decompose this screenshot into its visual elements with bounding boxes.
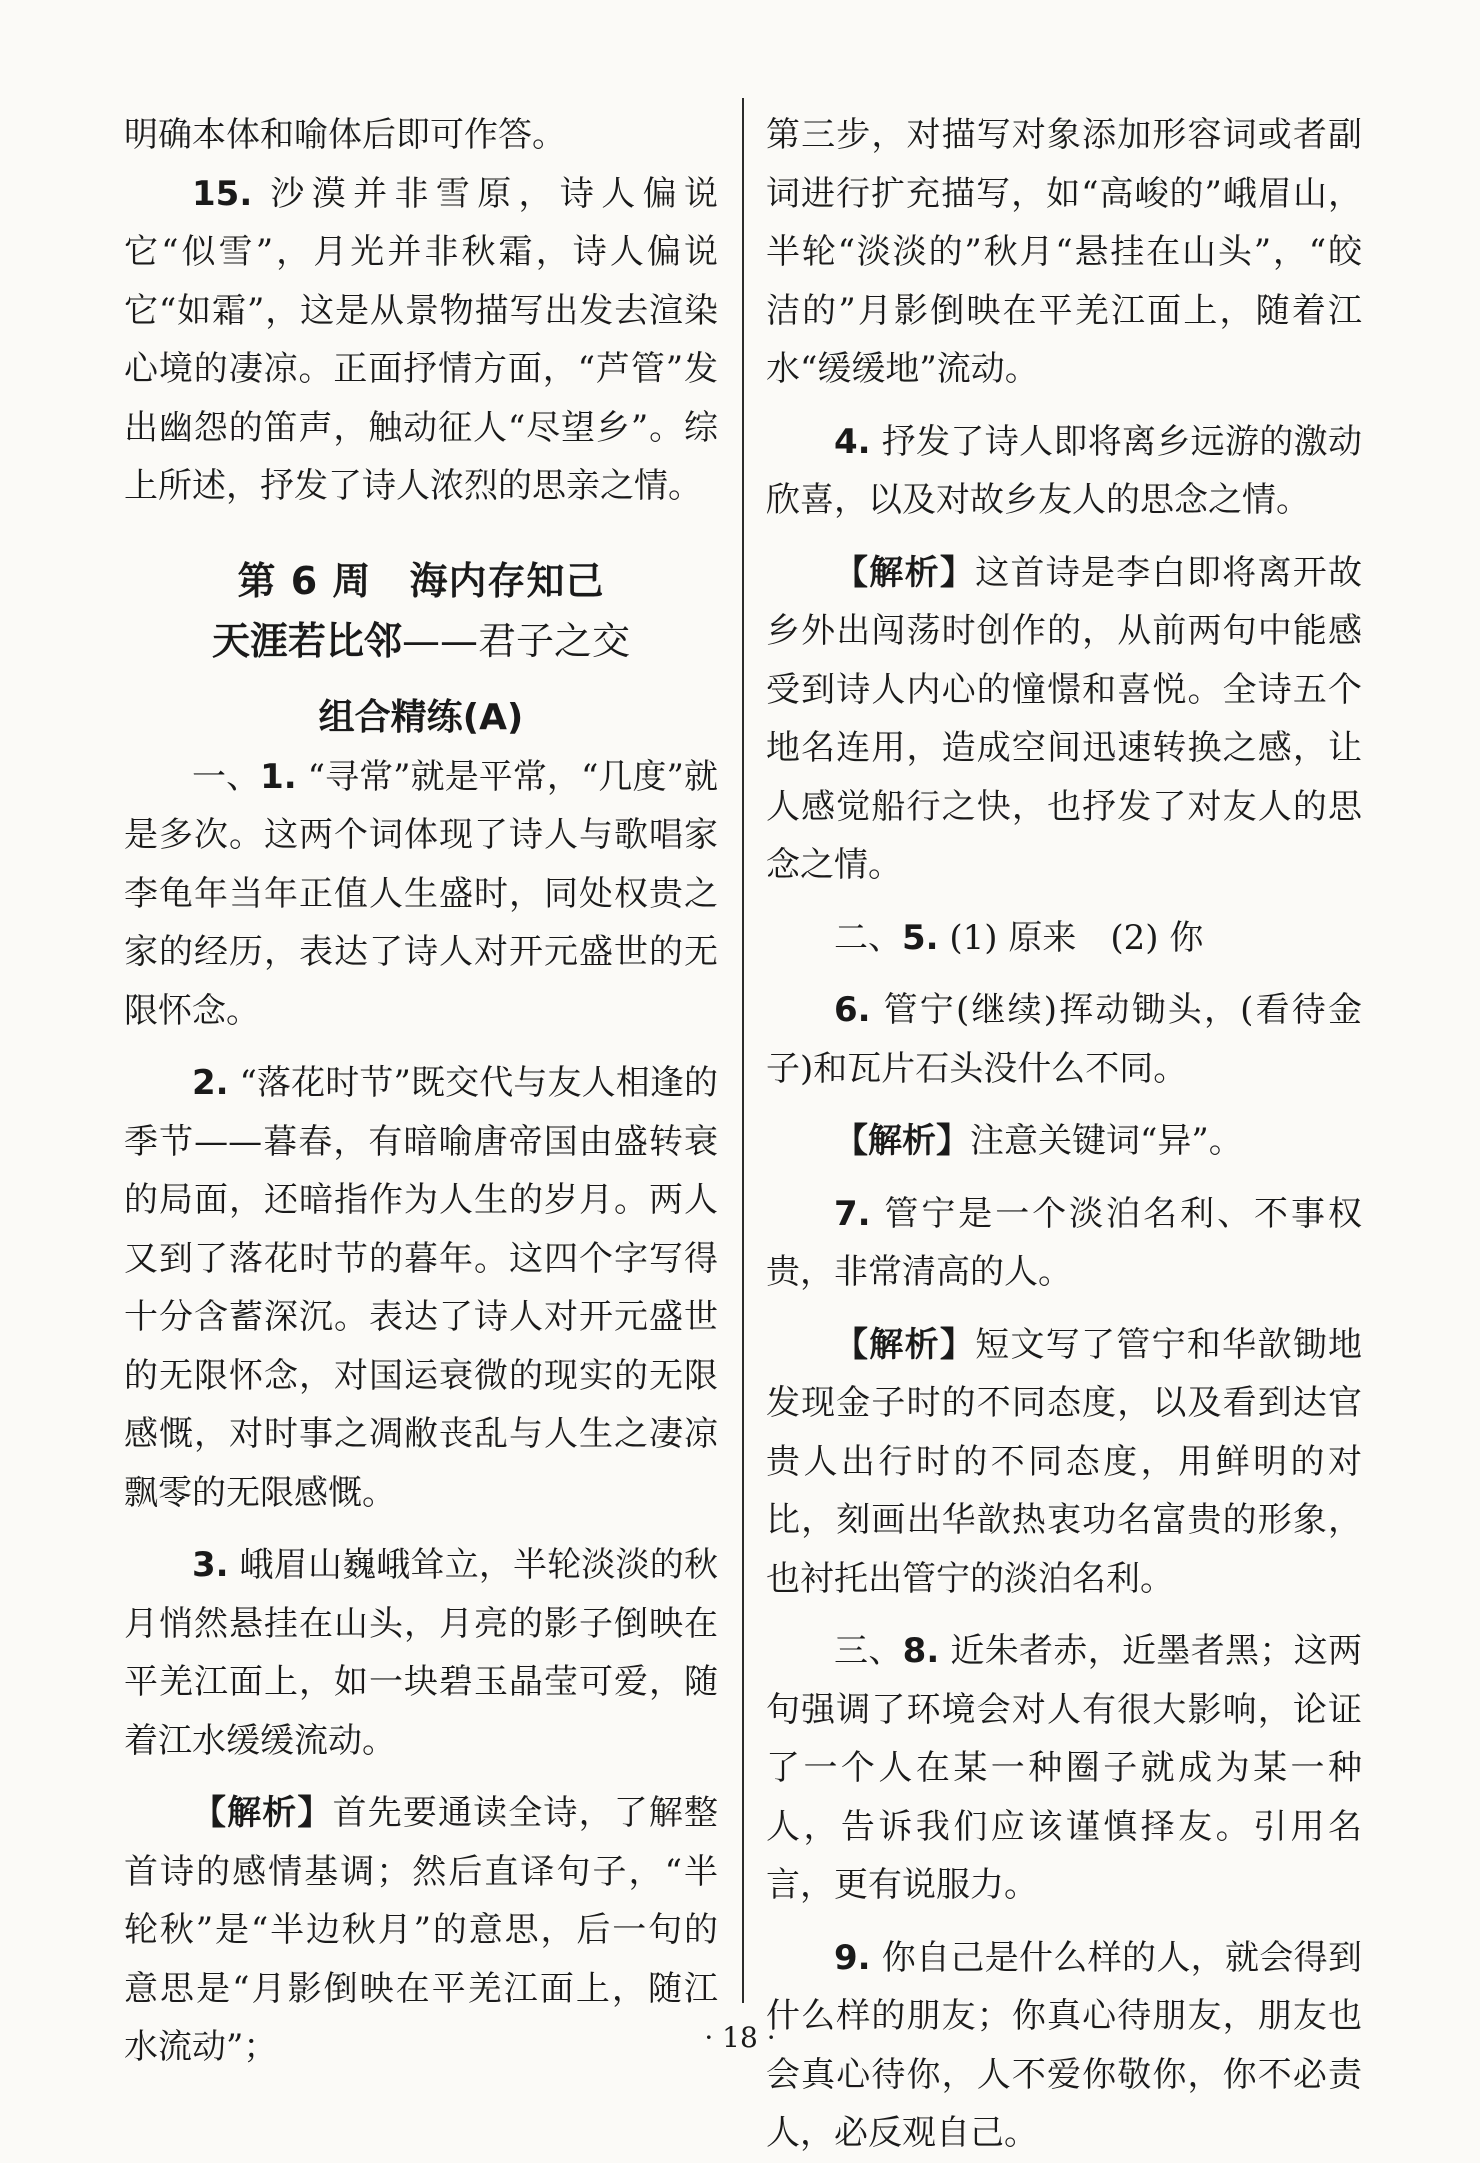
question-number: 6. <box>834 990 871 1030</box>
answer-text: 沙漠并非雪原，诗人偏说它“似雪”，月光并非秋霜，诗人偏说它“如霜”，这是从景物描写出发去渲染心境的凄凉。正面抒情方面，“芦管”发出幽怨的笛声，触动征人“尽望乡”。综上所述，抒发了诗人浓烈的思亲之情。 <box>124 173 718 506</box>
question-number: 4. <box>834 421 871 462</box>
answer-text: (1) 原来 (2) 你 <box>938 917 1204 958</box>
answer-8 <box>766 1622 1362 1915</box>
answer-3 <box>124 1536 718 1770</box>
part-prefix: 二、 <box>834 917 902 958</box>
answer-7 <box>766 1185 1362 1302</box>
analysis-tag: 【解析】 <box>834 1324 976 1365</box>
analysis-7 <box>766 1316 1362 1609</box>
section-title: 组合精练(A) <box>318 696 524 738</box>
analysis-text: 首先要通读全诗，了解整首诗的感情基调；然后直译句子，“半轮秋”是“半边秋月”的意思，后一句的意思是“月影倒映在平羌江面上，随江水流动”； <box>124 1793 719 2067</box>
answer-5 <box>766 909 1362 968</box>
week-title: 海内存知己 <box>409 558 605 603</box>
question-number: 3. <box>192 1545 229 1585</box>
answer-text: 近朱者赤，近墨者黑；这两句强调了环境会对人有很大影响，论证了一个人在某一种圈子就成为某一种人，告诉我们应该谨慎择友。引用名言，更有说服力。 <box>766 1631 1363 1905</box>
answer-4 <box>766 413 1362 530</box>
question-number: 8. <box>902 1631 940 1671</box>
question-number: 15. <box>192 173 253 214</box>
answer-15 <box>124 165 718 516</box>
page-number: · 18 · <box>704 2021 776 2054</box>
week-heading <box>124 552 718 610</box>
analysis-6 <box>766 1112 1362 1171</box>
part-prefix: 一、 <box>192 756 261 797</box>
week-label: 第 6 周 <box>237 558 372 603</box>
answer-text: 你自己是什么样的人，就会得到什么样的朋友；你真心待朋友，朋友也会真心待你，人不爱你敬你，你不必责人，必反观自己。 <box>766 1937 1362 2153</box>
analysis-tag: 【解析】 <box>192 1793 333 1833</box>
question-number: 1. <box>260 756 297 797</box>
analysis-text: 短文写了管宁和华歆锄地发现金子时的不同态度，以及看到达官贵人出行时的不同态度，用鲜明的对比，刻画出华歆热衷功名富贵的形象，也衬托出管宁的淡泊名利。 <box>766 1324 1363 1599</box>
answer-text: 管宁是一个淡泊名利、不事权贵，非常清高的人。 <box>766 1193 1362 1292</box>
part-prefix: 三、 <box>834 1631 903 1671</box>
subheading-bold: 天涯若比邻 <box>211 618 402 663</box>
question-number: 5. <box>902 917 939 958</box>
week-subheading <box>124 610 718 672</box>
analysis-text: 注意关键词“异”。 <box>970 1121 1243 1161</box>
analysis-tag: 【解析】 <box>834 1121 970 1161</box>
answer-2 <box>124 1054 718 1522</box>
question-number: 2. <box>192 1063 229 1103</box>
answer-continuation: 明确本体和喻体后即可作答。 <box>124 115 566 155</box>
answer-6 <box>766 981 1362 1098</box>
answer-text: 抒发了诗人即将离乡远游的激动欣喜，以及对故乡友人的思念之情。 <box>766 421 1362 520</box>
analysis-text: 这首诗是李白即将离开故乡外出闯荡时创作的，从前两句中能感受到诗人内心的憧憬和喜悦。全诗五个地名连用，造成空间迅速转换之感，让人感觉船行之快，也抒发了对友人的思念之情。 <box>766 552 1363 885</box>
right-column <box>766 106 1362 2163</box>
analysis-continuation: 第三步，对描写对象添加形容词或者副词进行扩充描写，如“高峻的”峨眉山，半轮“淡淡的”秋月“悬挂在山头”，“皎洁的”月影倒映在平羌江面上，随着江水“缓缓地”流动。 <box>766 115 1362 389</box>
answer-1 <box>124 748 718 1041</box>
answer-text: “寻常”就是平常，“几度”就是多次。这两个词体现了诗人与歌唱家李龟年当年正值人生盛时，同处权贵之家的经历，表达了诗人对开元盛世的无限怀念。 <box>124 756 718 1031</box>
analysis-4 <box>766 544 1362 895</box>
subheading-rest: 君子之交 <box>478 618 631 663</box>
answer-text: 峨眉山巍峨耸立，半轮淡淡的秋月悄然悬挂在山头，月亮的影子倒映在平羌江面上，如一块碧玉晶莹可爱，随着江水缓缓流动。 <box>124 1545 718 1761</box>
subheading-dash: —— <box>402 618 478 663</box>
question-number: 9. <box>834 1937 871 1978</box>
question-number: 7. <box>834 1193 871 1234</box>
column-divider <box>742 98 744 2003</box>
answer-text: 管宁(继续)挥动锄头，(看待金子)和瓦片石头没什么不同。 <box>766 990 1362 1089</box>
left-column <box>124 106 718 2077</box>
answer-text: “落花时节”既交代与友人相逢的季节——暮春，有暗喻唐帝国由盛转衰的局面，还暗指作为人生的岁月。两人又到了落花时节的暮年。这四个字写得十分含蓄深沉。表达了诗人对开元盛世的无限怀念，对国运衰微的现实的无限感慨，对时事之凋敝丧乱与人生之凄凉飘零的无限感慨。 <box>124 1063 718 1513</box>
analysis-tag: 【解析】 <box>834 552 976 593</box>
